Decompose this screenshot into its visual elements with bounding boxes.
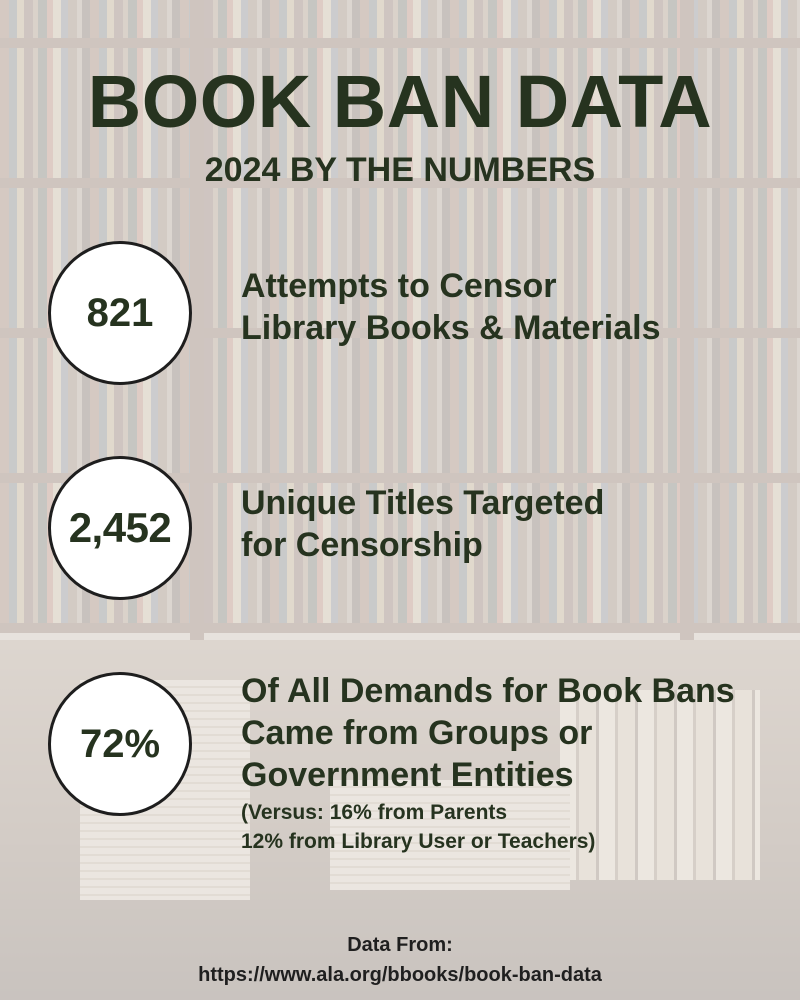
source-credit [0, 930, 800, 990]
stat-description-demands [241, 670, 781, 856]
stat-line: Unique Titles Targeted [241, 484, 605, 522]
stat-description-attempts [241, 265, 781, 349]
stat-line: Attempts to Censor [241, 267, 557, 305]
stat-line: for Censorship [241, 526, 483, 564]
stat-note-line: 12% from Library User or Teachers) [241, 830, 596, 853]
stat-line: Government Entities [241, 756, 574, 794]
stat-circle-titles: 2,452 [48, 456, 192, 600]
source-url: https://www.ala.org/bbooks/book-ban-data [198, 964, 602, 986]
stat-line: Library Books & Materials [241, 309, 661, 347]
source-label: Data From: [347, 934, 453, 956]
stat-line: Came from Groups or [241, 714, 593, 752]
stat-circle-demands: 72% [48, 672, 192, 816]
stat-description-titles [241, 482, 781, 566]
stat-line: Of All Demands for Book Bans [241, 672, 735, 710]
page-title: BOOK BAN DATA [87, 60, 713, 143]
stat-circle-attempts: 821 [48, 241, 192, 385]
stat-note-line: (Versus: 16% from Parents [241, 801, 508, 824]
page-subtitle: 2024 BY THE NUMBERS [204, 151, 596, 189]
